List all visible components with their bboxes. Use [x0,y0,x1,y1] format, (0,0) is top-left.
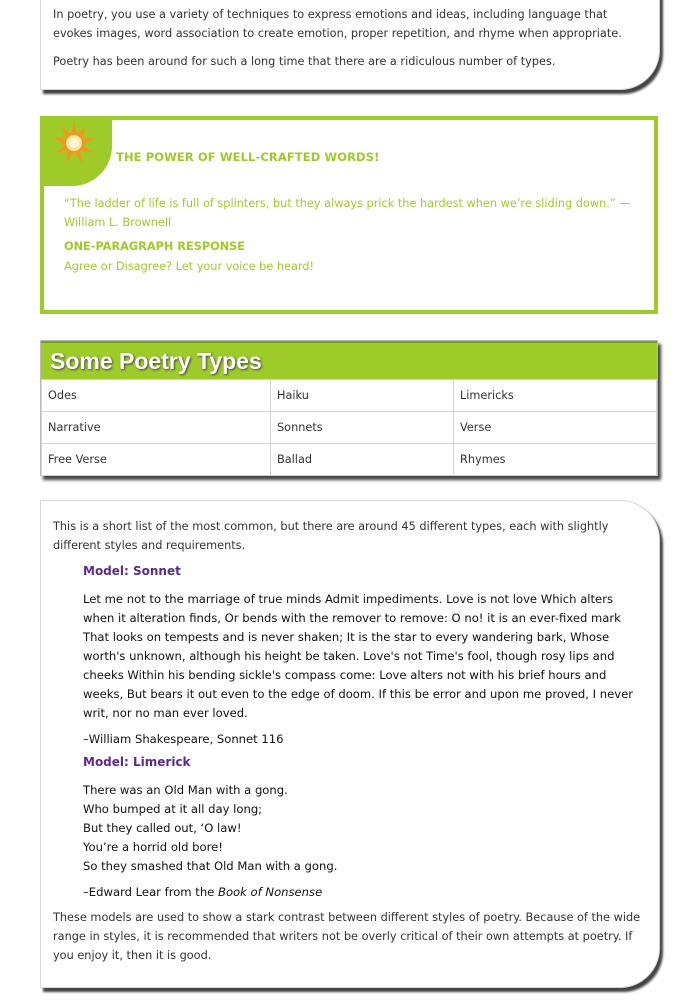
power-title: THE POWER OF WELL-CRAFTED WORDS! [116,150,380,164]
poetry-types-table [41,379,657,476]
sun-burst-icon [52,121,96,165]
sonnet-title: Model: Sonnet [83,564,181,578]
response-subheading: ONE-PARAGRAPH RESPONSE [64,240,246,253]
limerick-line: There was an Old Man with a gong. [83,783,288,797]
table-cell: Haiku [271,380,454,412]
limerick-book-title: Book of Nonsense [218,885,323,899]
poetry-types-table-card [40,340,658,476]
limerick-model [53,755,647,899]
limerick-line: So they smashed that Old Man with a gong. [83,859,338,873]
limerick-line: But they called out, ‘O law! [83,821,242,835]
limerick-attribution [83,885,647,899]
poetry-types-title: Some Poetry Types [50,347,262,374]
power-of-words-box [40,116,658,314]
limerick-title: Model: Limerick [83,755,191,769]
table-cell: Sonnets [271,412,454,444]
table-cell: Free Verse [42,444,271,476]
table-row [42,380,657,412]
table-row [42,412,657,444]
table-cell: Ballad [271,444,454,476]
limerick-line: You’re a horrid old bore! [83,840,223,854]
intro-card [40,0,660,90]
models-intro: This is a short list of the most common, but there are around 45 different types, each with slightly different styles and requirements. [53,520,609,552]
intro-paragraph-2: Poetry has been around for such a long time that there are a ridiculous number of types. [53,55,556,68]
limerick-lines [83,781,647,876]
intro-paragraph-1: In poetry, you use a variety of techniques to express emotions and ideas, including language that evokes images, word association to create emotion, proper repetition, and rhyme when appropriate. [53,8,622,40]
table-cell: Verse [454,412,657,444]
table-row [42,444,657,476]
table-cell: Narrative [42,412,271,444]
power-quote: “The ladder of life is full of splinters, but they always prick the hardest when we’re sliding down.” —William L. Brownell [64,197,631,229]
table-cell: Limericks [454,380,657,412]
sonnet-text: Let me not to the marriage of true minds Admit impediments. Love is not love Which alters when it alteration finds, Or bends with the remover to remove: O no! it is an ever-fixed mark That looks on tempests and is never shaken; It is the star to every wandering bark, Whose worth's unknown, although his height be taken. Love's not Time's fool, though rosy lips and cheeks Within his bending sickle's compass come: Love alters not with his brief hours and weeks, But bears it out even to the edge of doom. If this be error and upon me proved, I never writ, nor no man ever loved. [83,592,633,720]
sonnet-attribution: –William Shakespeare, Sonnet 116 [83,732,284,746]
sonnet-model [53,564,647,746]
response-prompt: Agree or Disagree? Let your voice be heard! [64,260,315,273]
power-tab [40,116,112,186]
limerick-line: Who bumped at it all day long; [83,802,263,816]
poetry-types-header [41,341,657,379]
models-closing: These models are used to show a stark contrast between different styles of poetry. Because of the wide range in styles, it is recommended that writers not be overly critical of their own attempts at poetry. If you enjoy it, then it is good. [53,911,641,962]
models-card [40,500,660,988]
limerick-attribution-prefix: –Edward Lear from the [83,885,218,899]
table-cell: Odes [42,380,271,412]
table-cell: Rhymes [454,444,657,476]
